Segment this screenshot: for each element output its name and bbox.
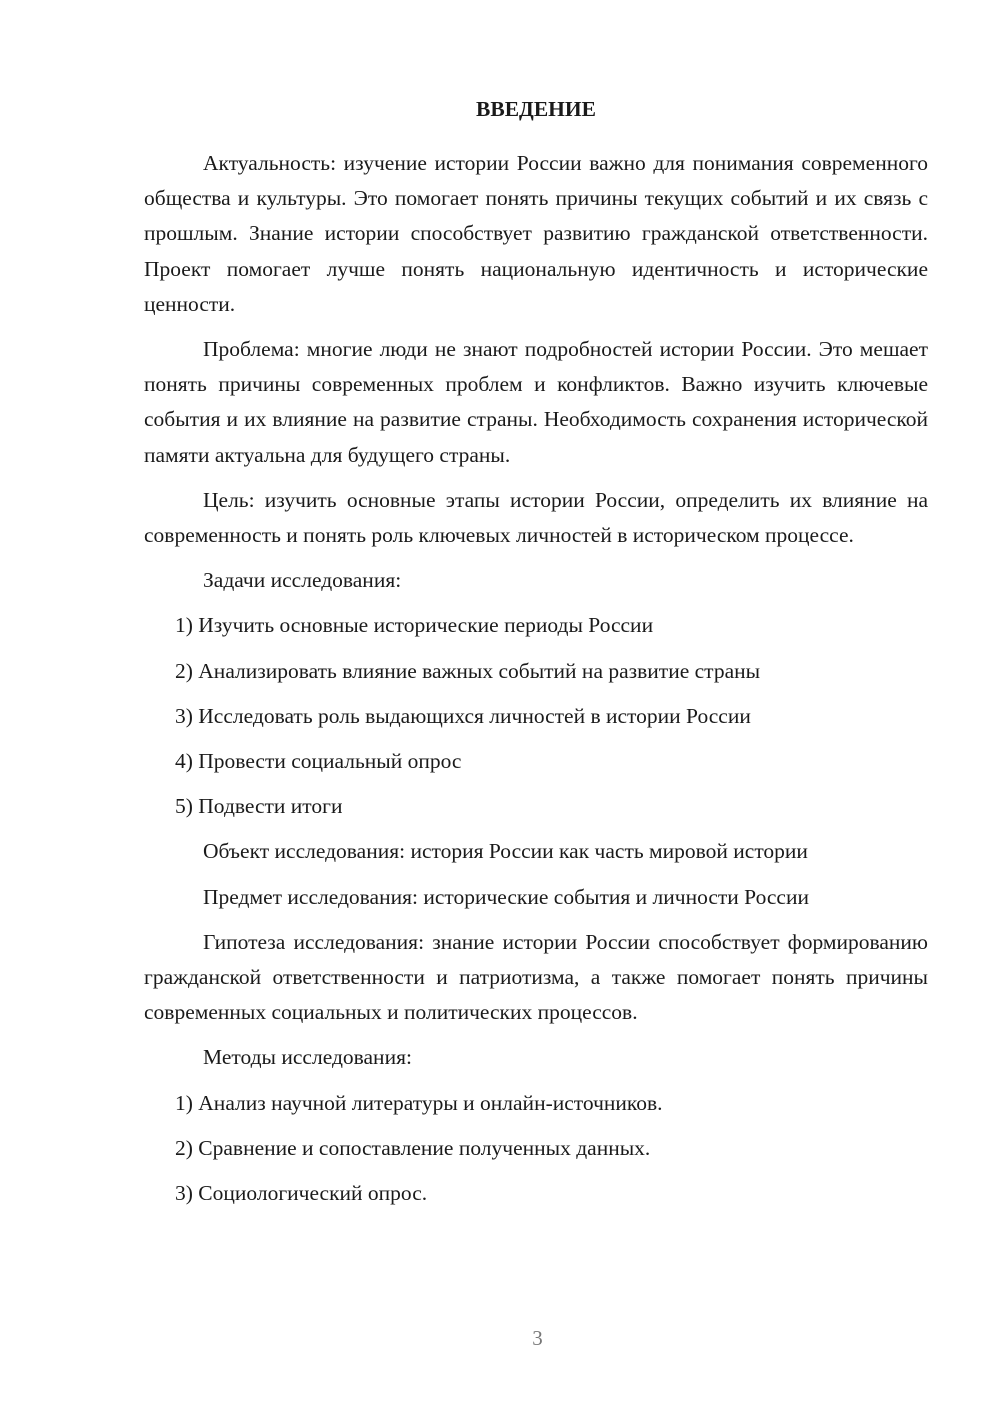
task-item: 1) Изучить основные исторические периоды России: [175, 613, 654, 638]
methods-list: [144, 1086, 928, 1212]
research-object: Объект исследования: история России как часть мировой истории: [203, 839, 808, 864]
task-item: 2) Анализировать влияние важных событий на развитие страны: [175, 658, 761, 683]
methods-title: Методы исследования:: [203, 1045, 412, 1070]
task-item: 5) Подвести итоги: [175, 794, 343, 819]
hypothesis-paragraph: Гипотеза исследования: знание истории России способствует формированию гражданской ответственности и патриотизма, а также помогает понять причины современных социальных и политических процессов.: [144, 929, 928, 1025]
relevance-paragraph: Актуальность: изучение истории России важно для понимания современного общества и культуры. Это помогает понять причины текущих событий и их связь с прошлым. Знание истории способствует развитию гражданской ответственности. Проект помогает лучше понять национальную идентичность и исторические ценности.: [144, 151, 928, 316]
task-item: 4) Провести социальный опрос: [175, 749, 462, 774]
goal-paragraph: Цель: изучить основные этапы истории России, определить их влияние на современность и понять роль ключевых личностей в историческом процессе.: [144, 487, 928, 548]
task-item: 3) Исследовать роль выдающихся личностей в истории России: [175, 703, 751, 728]
tasks-title: Задачи исследования:: [203, 568, 402, 593]
method-item: 3) Социологический опрос.: [175, 1181, 428, 1206]
page-number: 3: [532, 1326, 543, 1350]
method-item: 1) Анализ научной литературы и онлайн-источников.: [175, 1090, 663, 1115]
problem-paragraph: Проблема: многие люди не знают подробностей истории России. Это мешает понять причины современных проблем и конфликтов. Важно изучить ключевые события и их влияние на развитие страны. Необходимость сохранения исторической памяти актуальна для будущего страны.: [144, 337, 928, 467]
method-item: 2) Сравнение и сопоставление полученных данных.: [175, 1135, 651, 1160]
research-subject: Предмет исследования: исторические события и личности России: [203, 884, 809, 909]
document-page: [144, 92, 928, 1221]
page-title: ВВЕДЕНИЕ: [476, 97, 596, 121]
tasks-list: [144, 608, 928, 824]
